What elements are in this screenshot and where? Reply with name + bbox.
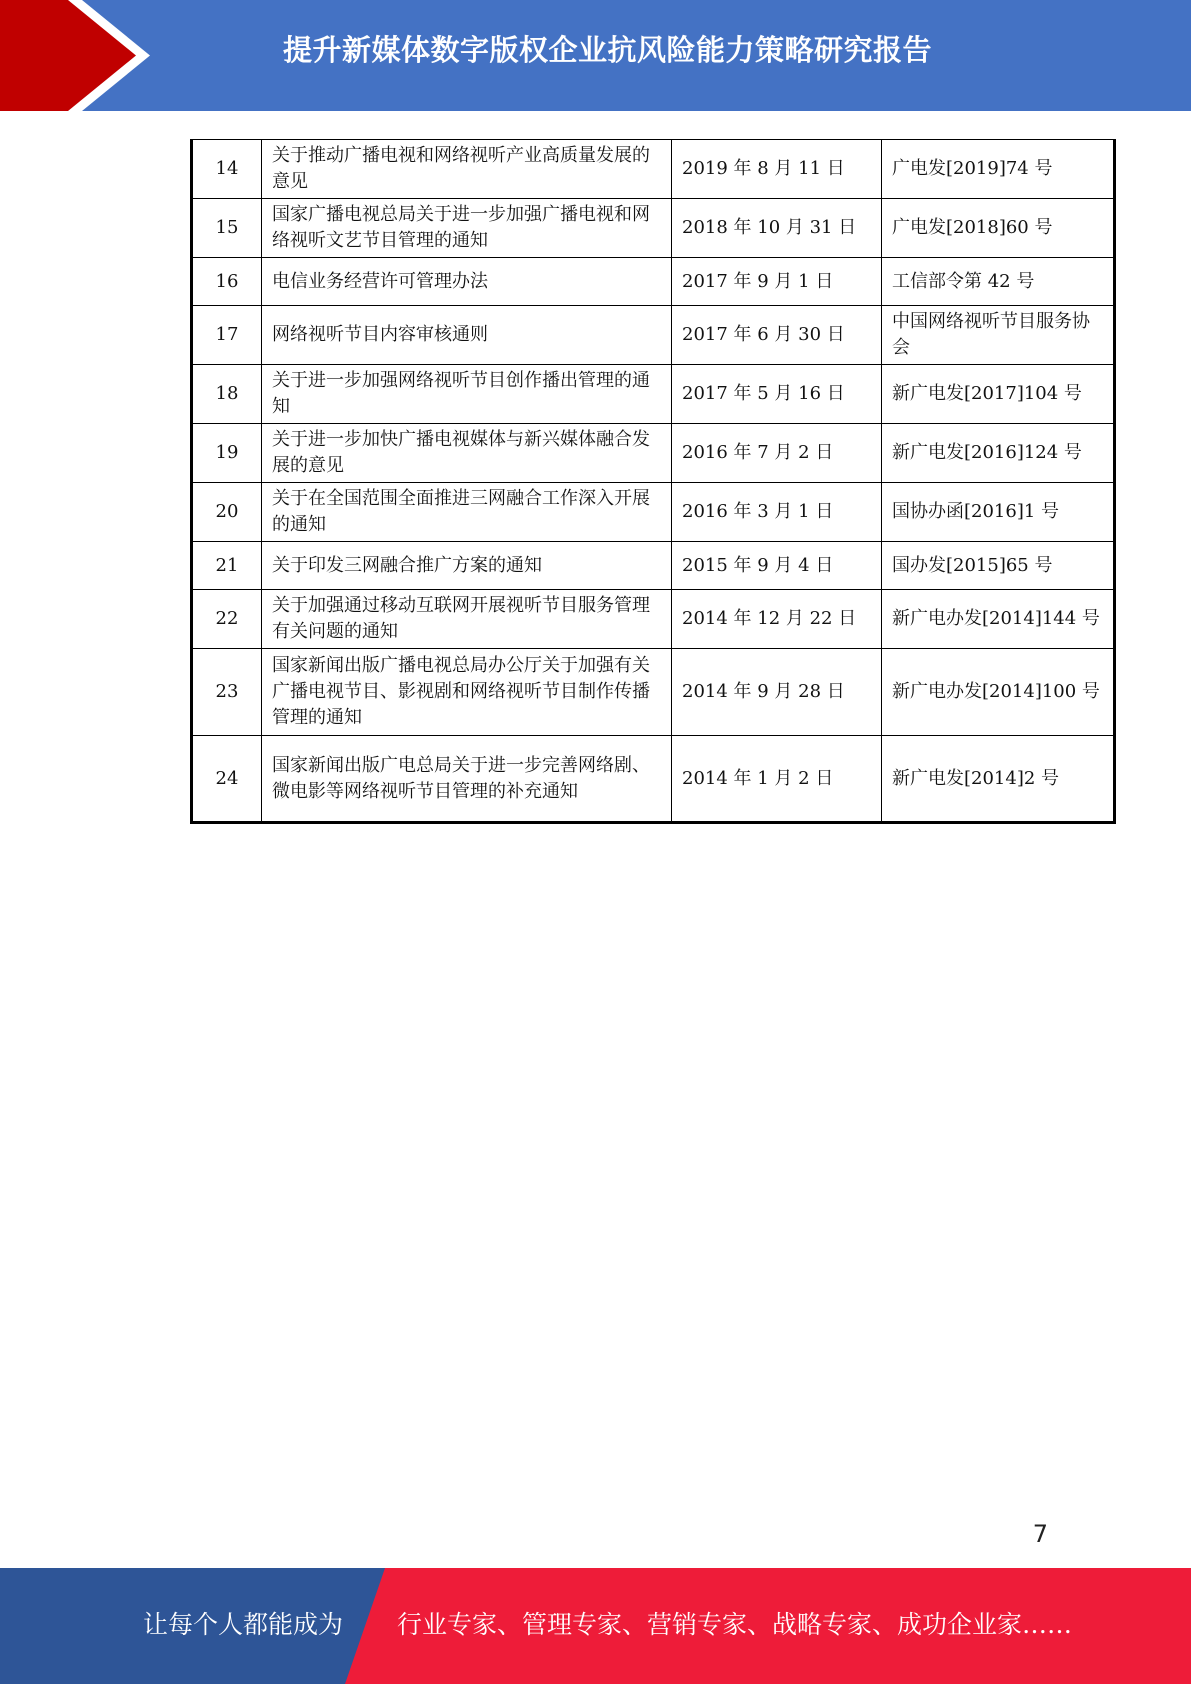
table-row	[192, 199, 1115, 258]
row-number: 24	[192, 736, 262, 823]
table-row	[192, 736, 1115, 823]
document-number: 新广电办发[2014]100 号	[882, 649, 1115, 736]
page-header	[0, 0, 1191, 111]
row-number: 17	[192, 306, 262, 365]
regulation-name: 电信业务经营许可管理办法	[262, 258, 672, 306]
regulation-name: 国家新闻出版广播电视总局办公厅关于加强有关广播电视节目、影视剧和网络视听节目制作传播管理的通知	[262, 649, 672, 736]
issue-date: 2016 年 3 月 1 日	[672, 483, 882, 542]
document-number: 广电发[2018]60 号	[882, 199, 1115, 258]
table-row	[192, 483, 1115, 542]
table-row	[192, 306, 1115, 365]
document-number: 新广电发[2017]104 号	[882, 365, 1115, 424]
page-title: 提升新媒体数字版权企业抗风险能力策略研究报告	[282, 33, 932, 67]
row-number: 14	[192, 140, 262, 199]
issue-date: 2014 年 12 月 22 日	[672, 590, 882, 649]
row-number: 18	[192, 365, 262, 424]
regulation-name: 关于进一步加强网络视听节目创作播出管理的通知	[262, 365, 672, 424]
issue-date: 2014 年 9 月 28 日	[672, 649, 882, 736]
regulation-name: 网络视听节目内容审核通则	[262, 306, 672, 365]
regulation-name: 国家新闻出版广电总局关于进一步完善网络剧、微电影等网络视听节目管理的补充通知	[262, 736, 672, 823]
issue-date: 2017 年 5 月 16 日	[672, 365, 882, 424]
regulations-table	[190, 139, 1116, 824]
issue-date: 2017 年 9 月 1 日	[672, 258, 882, 306]
row-number: 20	[192, 483, 262, 542]
document-number: 新广电发[2014]2 号	[882, 736, 1115, 823]
regulation-name: 关于在全国范围全面推进三网融合工作深入开展的通知	[262, 483, 672, 542]
row-number: 15	[192, 199, 262, 258]
page-number: 7	[1032, 1520, 1048, 1548]
table-row	[192, 258, 1115, 306]
table-row	[192, 424, 1115, 483]
regulation-name: 关于进一步加快广播电视媒体与新兴媒体融合发展的意见	[262, 424, 672, 483]
footer-slogan-left: 让每个人都能成为	[143, 1610, 344, 1639]
document-number: 国办发[2015]65 号	[882, 542, 1115, 590]
regulation-name: 关于加强通过移动互联网开展视听节目服务管理有关问题的通知	[262, 590, 672, 649]
row-number: 22	[192, 590, 262, 649]
issue-date: 2018 年 10 月 31 日	[672, 199, 882, 258]
regulation-name: 国家广播电视总局关于进一步加强广播电视和网络视听文艺节目管理的通知	[262, 199, 672, 258]
issue-date: 2016 年 7 月 2 日	[672, 424, 882, 483]
issue-date: 2017 年 6 月 30 日	[672, 306, 882, 365]
page-footer	[0, 1568, 1191, 1684]
table-row	[192, 649, 1115, 736]
table-row	[192, 542, 1115, 590]
regulation-name: 关于推动广播电视和网络视听产业高质量发展的意见	[262, 140, 672, 199]
document-number: 工信部令第 42 号	[882, 258, 1115, 306]
document-number: 广电发[2019]74 号	[882, 140, 1115, 199]
table-row	[192, 590, 1115, 649]
document-number: 新广电发[2016]124 号	[882, 424, 1115, 483]
issue-date: 2015 年 9 月 4 日	[672, 542, 882, 590]
row-number: 23	[192, 649, 262, 736]
document-number: 新广电办发[2014]144 号	[882, 590, 1115, 649]
issue-date: 2019 年 8 月 11 日	[672, 140, 882, 199]
issue-date: 2014 年 1 月 2 日	[672, 736, 882, 823]
regulation-name: 关于印发三网融合推广方案的通知	[262, 542, 672, 590]
row-number: 21	[192, 542, 262, 590]
row-number: 16	[192, 258, 262, 306]
table-row	[192, 140, 1115, 199]
document-number: 中国网络视听节目服务协会	[882, 306, 1115, 365]
footer-slogan-right: 行业专家、管理专家、营销专家、战略专家、成功企业家……	[397, 1610, 1073, 1639]
row-number: 19	[192, 424, 262, 483]
table-row	[192, 365, 1115, 424]
document-number: 国协办函[2016]1 号	[882, 483, 1115, 542]
